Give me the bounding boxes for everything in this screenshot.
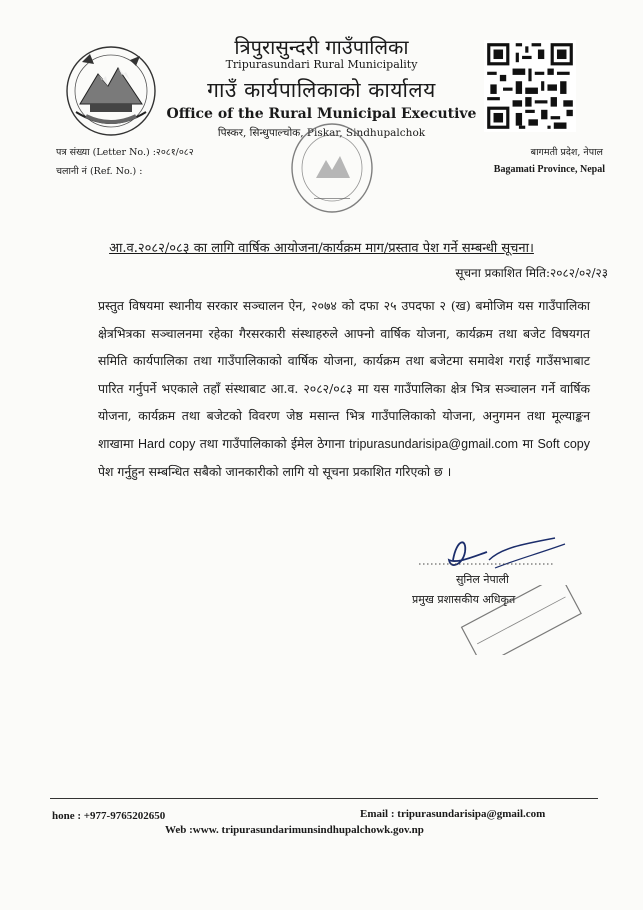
officer-seal: [455, 585, 585, 655]
office-address: पिस्कर, सिन्धुपाल्चोक, Piskar, Sindhupalchok: [217, 127, 426, 139]
office-name-nepali: गाउँ कार्यपालिकाको कार्यालय: [207, 78, 436, 102]
footer-website: Web :www. tripurasundarimunsindhupalchowk.gov.np: [165, 824, 424, 836]
ref-number-label: चलानी नं (Ref. No.) :: [56, 166, 143, 177]
body-part-3: मा: [518, 435, 538, 451]
soft-copy-text: Soft copy: [537, 436, 590, 451]
email-inline-text: tripurasundarisipa@gmail.com: [349, 436, 519, 451]
signer-title: प्रमुख प्रशासकीय अधिकृत: [412, 593, 516, 606]
municipality-name-nepali: त्रिपुरासुन्दरी गाउँपालिका: [234, 35, 409, 59]
notice-body: [98, 292, 590, 486]
footer-phone: hone : +977-9765202650: [52, 810, 166, 822]
published-date: सूचना प्रकाशित मिति:२०८२/०२/२३: [455, 266, 608, 280]
province-nepali: बागमती प्रदेश, नेपाल: [530, 147, 603, 158]
body-part-4: पेश गर्नुहुन सम्बन्धित सबैको जानकारीको लागि यो सूचना प्रकाशित गरिएको छ ।: [98, 464, 452, 479]
letter-number-value: २०८१/०८२: [155, 147, 194, 158]
office-stamp: [286, 118, 378, 228]
signer-name: सुनिल नेपाली: [456, 573, 509, 586]
office-name-english: Office of the Rural Municipal Executive: [166, 106, 477, 122]
province-english: Bagamati Province, Nepal: [493, 164, 605, 175]
letter-number-label: पत्र संख्या (Letter No.) :: [56, 147, 156, 158]
municipality-name-english: Tripurasundari Rural Municipality: [225, 58, 418, 71]
letter-number: [56, 145, 194, 158]
notice-title: [0, 238, 643, 256]
footer-email: Email : tripurasundarisipa@gmail.com: [360, 808, 546, 820]
body-part-2: तथा गाउँपालिकाको ईमेल ठेगाना: [195, 435, 350, 451]
hard-copy-text: Hard copy: [137, 436, 196, 451]
notice-title-text: आ.व.२०८२/०८३ का लागि वार्षिक आयोजना/कार्यक्रम माग/प्रस्ताव पेश गर्ने सम्बन्धी सूचना।: [109, 241, 534, 256]
body-part-1: प्रस्तुत विषयमा स्थानीय सरकार सञ्चालन ऐन, २०७४ को दफा २५ उपदफा २ (ख) बमोजिम यस गाउँपालिका क्षेत्रभित्रका सञ्चालनमा रहेका गैरसरकारी संस्थाहरुले आफ्नो वार्षिक योजना, कार्यक्रम तथा बजेट विषयगत समिति कार्यपालिका तथा गाउँपालिकाको वार्षिक योजना, कार्यक्रम तथा बजेटमा समावेश गराई गाउँसभाबाट पारित गर्नुपर्ने भएकाले तहाँ संस्थाबाट आ.व. २०८२/०८३ मा यस गाउँपालिका क्षेत्र भित्र सञ्चालन गर्ने वार्षिक योजना, कार्यक्रम तथा बजेटको विवरण जेष्ठ मसान्त भित्र गाउँपालिकाको योजना, अनुगमन तथा मूल्याङ्कन शाखामा: [98, 298, 590, 451]
footer-divider: [50, 798, 598, 799]
